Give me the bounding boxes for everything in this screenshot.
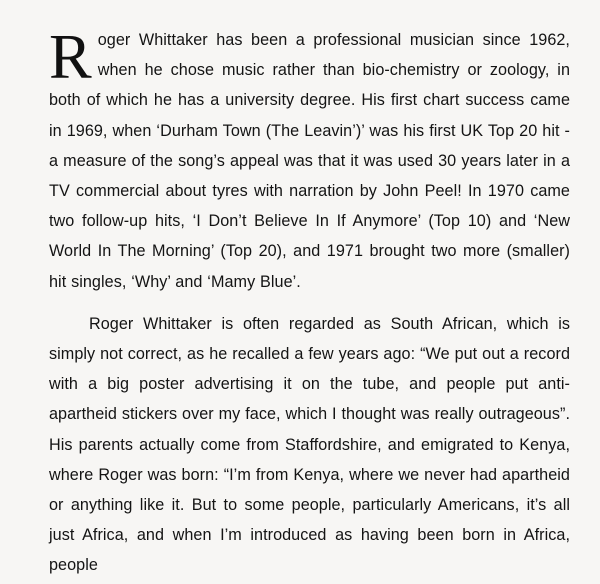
- paragraph-1-text: oger Whittaker has been a professional musician since 1962, when he chose music rather than bio-chemistry or zoology, in both of which he has a university degree. His first chart success came in 1969, when ‘Durham Town (The Leavin’)’ was his first UK Top 20 hit - a measure of the song’s appeal was that it was used 30 years later in a TV commercial about tyres with narration by John Peel! In 1970 came two follow-up hits, ‘I Don’t Believe In If Anymore’ (Top 10) and ‘New World In The Morning’ (Top 20), and 1971 brought two more (smaller) hit singles, ‘Why’ and ‘Mamy Blue’.: [49, 31, 570, 291]
- paragraph-1: [49, 21, 570, 297]
- paragraph-2-text: Roger Whittaker is often regarded as South African, which is simply not correct, as he recalled a few years ago: “We put out a record with a big poster advertising it on the tube, and people put anti-apartheid stickers over my face, which I thought was really outrageous”. His parents actually come from Staffordshire, and emigrated to Kenya, where Roger was born: “I’m from Kenya, where we never had apartheid or anything like it. But to some people, particularly Americans, it’s all just Africa, and when I’m introduced as having been born in Africa, people: [49, 314, 570, 575]
- paragraph-2: [49, 309, 570, 581]
- drop-cap-letter: R: [49, 21, 92, 92]
